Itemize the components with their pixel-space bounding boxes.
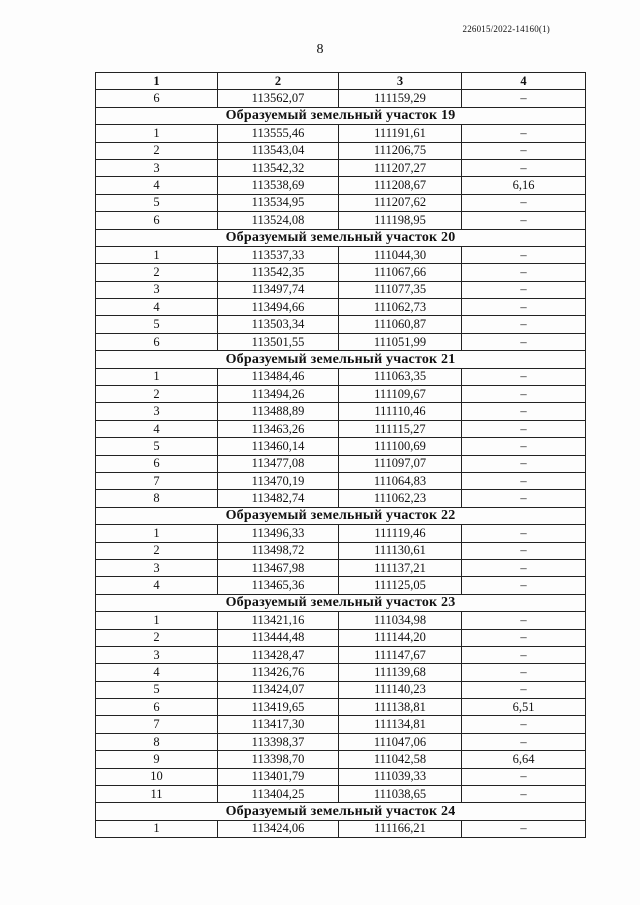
section-title: Образуемый земельный участок 19 [96, 107, 586, 124]
y-coordinate-cell: 111067,66 [339, 264, 462, 281]
table-row [96, 646, 586, 663]
point-number-cell: 8 [96, 490, 218, 507]
y-coordinate-cell: 111125,05 [339, 577, 462, 594]
y-coordinate-cell: 111144,20 [339, 629, 462, 646]
accuracy-cell: – [462, 368, 586, 385]
y-coordinate-cell: 111139,68 [339, 664, 462, 681]
y-coordinate-cell: 111047,06 [339, 733, 462, 750]
x-coordinate-cell: 113503,34 [218, 316, 339, 333]
y-coordinate-cell: 111051,99 [339, 333, 462, 350]
y-coordinate-cell: 111159,29 [339, 90, 462, 107]
point-number-cell: 10 [96, 768, 218, 785]
y-coordinate-cell: 111042,58 [339, 751, 462, 768]
header-col-4: 4 [462, 73, 586, 90]
table-row [96, 299, 586, 316]
table-row [96, 664, 586, 681]
y-coordinate-cell: 111064,83 [339, 472, 462, 489]
x-coordinate-cell: 113417,30 [218, 716, 339, 733]
table-row [96, 542, 586, 559]
x-coordinate-cell: 113424,06 [218, 820, 339, 837]
point-number-cell: 6 [96, 212, 218, 229]
x-coordinate-cell: 113562,07 [218, 90, 339, 107]
accuracy-cell: – [462, 281, 586, 298]
accuracy-cell: – [462, 786, 586, 803]
table-row [96, 786, 586, 803]
x-coordinate-cell: 113398,37 [218, 733, 339, 750]
table-row [96, 333, 586, 350]
accuracy-cell: – [462, 559, 586, 576]
section-title-row [96, 107, 586, 124]
table-row [96, 403, 586, 420]
table-row [96, 177, 586, 194]
y-coordinate-cell: 111147,67 [339, 646, 462, 663]
x-coordinate-cell: 113542,32 [218, 159, 339, 176]
x-coordinate-cell: 113421,16 [218, 612, 339, 629]
section-title-row [96, 351, 586, 368]
y-coordinate-cell: 111191,61 [339, 125, 462, 142]
accuracy-cell: – [462, 542, 586, 559]
x-coordinate-cell: 113537,33 [218, 246, 339, 263]
accuracy-cell: – [462, 142, 586, 159]
table-row [96, 455, 586, 472]
point-number-cell: 1 [96, 525, 218, 542]
y-coordinate-cell: 111138,81 [339, 699, 462, 716]
x-coordinate-cell: 113463,26 [218, 420, 339, 437]
accuracy-cell: – [462, 681, 586, 698]
section-title: Образуемый земельный участок 24 [96, 803, 586, 820]
x-coordinate-cell: 113482,74 [218, 490, 339, 507]
point-number-cell: 2 [96, 629, 218, 646]
accuracy-cell: – [462, 438, 586, 455]
point-number-cell: 3 [96, 159, 218, 176]
accuracy-cell: – [462, 125, 586, 142]
table-row [96, 768, 586, 785]
table-row [96, 281, 586, 298]
x-coordinate-cell: 113484,46 [218, 368, 339, 385]
x-coordinate-cell: 113424,07 [218, 681, 339, 698]
x-coordinate-cell: 113401,79 [218, 768, 339, 785]
point-number-cell: 6 [96, 333, 218, 350]
point-number-cell: 5 [96, 681, 218, 698]
table-row [96, 490, 586, 507]
y-coordinate-cell: 111039,33 [339, 768, 462, 785]
y-coordinate-cell: 111208,67 [339, 177, 462, 194]
table-row [96, 472, 586, 489]
point-number-cell: 5 [96, 438, 218, 455]
point-number-cell: 1 [96, 820, 218, 837]
table-row [96, 212, 586, 229]
accuracy-cell: – [462, 768, 586, 785]
table-header-row [96, 73, 586, 90]
table-row [96, 316, 586, 333]
point-number-cell: 4 [96, 664, 218, 681]
header-col-2: 2 [218, 73, 339, 90]
y-coordinate-cell: 111077,35 [339, 281, 462, 298]
x-coordinate-cell: 113542,35 [218, 264, 339, 281]
y-coordinate-cell: 111097,07 [339, 455, 462, 472]
table-row [96, 629, 586, 646]
y-coordinate-cell: 111207,27 [339, 159, 462, 176]
y-coordinate-cell: 111198,95 [339, 212, 462, 229]
table-row [96, 699, 586, 716]
point-number-cell: 7 [96, 716, 218, 733]
point-number-cell: 3 [96, 403, 218, 420]
page-number: 8 [316, 42, 324, 57]
table-row [96, 733, 586, 750]
x-coordinate-cell: 113497,74 [218, 281, 339, 298]
y-coordinate-cell: 111063,35 [339, 368, 462, 385]
point-number-cell: 2 [96, 142, 218, 159]
point-number-cell: 1 [96, 368, 218, 385]
y-coordinate-cell: 111060,87 [339, 316, 462, 333]
accuracy-cell: – [462, 386, 586, 403]
accuracy-cell: – [462, 664, 586, 681]
accuracy-cell: – [462, 246, 586, 263]
x-coordinate-cell: 113543,04 [218, 142, 339, 159]
y-coordinate-cell: 111034,98 [339, 612, 462, 629]
document-id: 226015/2022-14160(1) [462, 24, 550, 34]
x-coordinate-cell: 113404,25 [218, 786, 339, 803]
accuracy-cell: – [462, 420, 586, 437]
table-row [96, 90, 586, 107]
point-number-cell: 3 [96, 646, 218, 663]
point-number-cell: 3 [96, 559, 218, 576]
x-coordinate-cell: 113444,48 [218, 629, 339, 646]
x-coordinate-cell: 113524,08 [218, 212, 339, 229]
x-coordinate-cell: 113477,08 [218, 455, 339, 472]
accuracy-cell: – [462, 212, 586, 229]
x-coordinate-cell: 113488,89 [218, 403, 339, 420]
x-coordinate-cell: 113426,76 [218, 664, 339, 681]
table-row [96, 716, 586, 733]
x-coordinate-cell: 113501,55 [218, 333, 339, 350]
table-row [96, 577, 586, 594]
point-number-cell: 2 [96, 386, 218, 403]
point-number-cell: 1 [96, 612, 218, 629]
accuracy-cell: – [462, 577, 586, 594]
point-number-cell: 4 [96, 420, 218, 437]
y-coordinate-cell: 111119,46 [339, 525, 462, 542]
table-row [96, 264, 586, 281]
accuracy-cell: – [462, 194, 586, 211]
table-body [96, 90, 586, 838]
point-number-cell: 5 [96, 316, 218, 333]
table-row [96, 681, 586, 698]
table-row [96, 194, 586, 211]
point-number-cell: 11 [96, 786, 218, 803]
point-number-cell: 5 [96, 194, 218, 211]
y-coordinate-cell: 111140,23 [339, 681, 462, 698]
accuracy-cell: – [462, 820, 586, 837]
accuracy-cell: – [462, 472, 586, 489]
table-row [96, 751, 586, 768]
point-number-cell: 6 [96, 455, 218, 472]
accuracy-cell: – [462, 333, 586, 350]
point-number-cell: 9 [96, 751, 218, 768]
table-row [96, 142, 586, 159]
y-coordinate-cell: 111062,23 [339, 490, 462, 507]
accuracy-cell: – [462, 159, 586, 176]
table-row [96, 420, 586, 437]
section-title-row [96, 229, 586, 246]
header-col-1: 1 [96, 73, 218, 90]
y-coordinate-cell: 111137,21 [339, 559, 462, 576]
x-coordinate-cell: 113496,33 [218, 525, 339, 542]
point-number-cell: 2 [96, 264, 218, 281]
accuracy-cell: – [462, 403, 586, 420]
accuracy-cell: – [462, 455, 586, 472]
accuracy-cell: – [462, 90, 586, 107]
y-coordinate-cell: 111130,61 [339, 542, 462, 559]
table-row [96, 559, 586, 576]
section-title: Образуемый земельный участок 21 [96, 351, 586, 368]
y-coordinate-cell: 111062,73 [339, 299, 462, 316]
section-title-row [96, 594, 586, 611]
x-coordinate-cell: 113467,98 [218, 559, 339, 576]
y-coordinate-cell: 111206,75 [339, 142, 462, 159]
point-number-cell: 4 [96, 177, 218, 194]
x-coordinate-cell: 113428,47 [218, 646, 339, 663]
point-number-cell: 4 [96, 577, 218, 594]
y-coordinate-cell: 111115,27 [339, 420, 462, 437]
accuracy-cell: – [462, 612, 586, 629]
accuracy-cell: – [462, 525, 586, 542]
y-coordinate-cell: 111134,81 [339, 716, 462, 733]
x-coordinate-cell: 113534,95 [218, 194, 339, 211]
accuracy-cell: – [462, 629, 586, 646]
table-row [96, 820, 586, 837]
point-number-cell: 6 [96, 90, 218, 107]
x-coordinate-cell: 113419,65 [218, 699, 339, 716]
table-row [96, 246, 586, 263]
accuracy-cell: – [462, 299, 586, 316]
table-row [96, 125, 586, 142]
header-col-3: 3 [339, 73, 462, 90]
accuracy-cell: 6,16 [462, 177, 586, 194]
x-coordinate-cell: 113460,14 [218, 438, 339, 455]
x-coordinate-cell: 113494,66 [218, 299, 339, 316]
point-number-cell: 6 [96, 699, 218, 716]
x-coordinate-cell: 113465,36 [218, 577, 339, 594]
table-row [96, 612, 586, 629]
x-coordinate-cell: 113494,26 [218, 386, 339, 403]
accuracy-cell: – [462, 264, 586, 281]
point-number-cell: 7 [96, 472, 218, 489]
point-number-cell: 3 [96, 281, 218, 298]
accuracy-cell: – [462, 716, 586, 733]
point-number-cell: 4 [96, 299, 218, 316]
section-title-row [96, 803, 586, 820]
point-number-cell: 2 [96, 542, 218, 559]
section-title: Образуемый земельный участок 22 [96, 507, 586, 524]
table-row [96, 368, 586, 385]
accuracy-cell: 6,51 [462, 699, 586, 716]
y-coordinate-cell: 111109,67 [339, 386, 462, 403]
y-coordinate-cell: 111044,30 [339, 246, 462, 263]
point-number-cell: 1 [96, 125, 218, 142]
x-coordinate-cell: 113398,70 [218, 751, 339, 768]
y-coordinate-cell: 111166,21 [339, 820, 462, 837]
section-title: Образуемый земельный участок 23 [96, 594, 586, 611]
section-title-row [96, 507, 586, 524]
accuracy-cell: – [462, 733, 586, 750]
point-number-cell: 8 [96, 733, 218, 750]
accuracy-cell: – [462, 646, 586, 663]
accuracy-cell: – [462, 316, 586, 333]
x-coordinate-cell: 113498,72 [218, 542, 339, 559]
accuracy-cell: – [462, 490, 586, 507]
table-row [96, 386, 586, 403]
section-title: Образуемый земельный участок 20 [96, 229, 586, 246]
y-coordinate-cell: 111038,65 [339, 786, 462, 803]
coordinates-table [95, 72, 586, 838]
x-coordinate-cell: 113538,69 [218, 177, 339, 194]
x-coordinate-cell: 113470,19 [218, 472, 339, 489]
y-coordinate-cell: 111110,46 [339, 403, 462, 420]
x-coordinate-cell: 113555,46 [218, 125, 339, 142]
table-row [96, 438, 586, 455]
y-coordinate-cell: 111207,62 [339, 194, 462, 211]
table-row [96, 159, 586, 176]
table-row [96, 525, 586, 542]
point-number-cell: 1 [96, 246, 218, 263]
y-coordinate-cell: 111100,69 [339, 438, 462, 455]
accuracy-cell: 6,64 [462, 751, 586, 768]
